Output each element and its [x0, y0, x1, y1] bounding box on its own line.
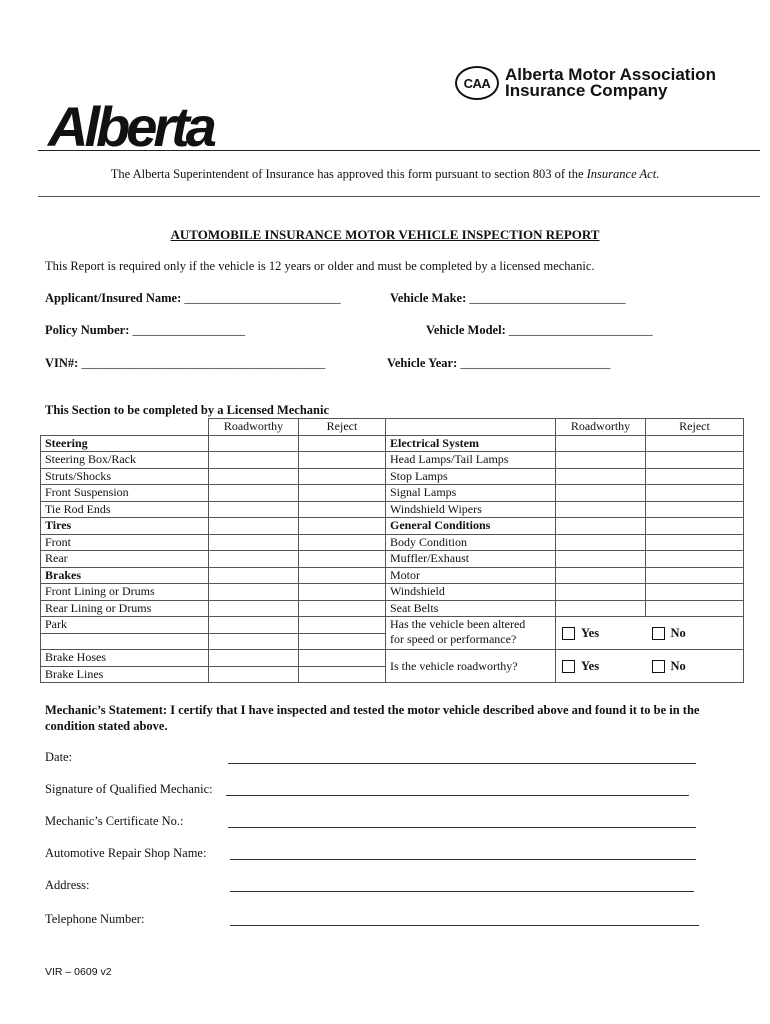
table-row: [41, 435, 744, 452]
right-roadworthy-cell[interactable]: [556, 584, 646, 601]
row-label: Steering: [45, 435, 88, 450]
table-row: [41, 617, 744, 634]
approval-notice: The Alberta Superintendent of Insurance has approved this form pursuant to section 803 of the Insurance Act.: [110, 167, 660, 181]
table-row: [41, 551, 744, 568]
right-item-label: [386, 468, 556, 485]
left-reject-cell[interactable]: [299, 501, 386, 518]
altered-question-line1: Has the vehicle been altered: [390, 617, 526, 631]
left-roadworthy-cell[interactable]: [209, 501, 299, 518]
row-label: Signal Lamps: [390, 485, 457, 499]
altered-no[interactable]: [646, 617, 744, 650]
right-item-label: [386, 518, 556, 535]
left-roadworthy-cell[interactable]: [209, 485, 299, 502]
address-field[interactable]: [230, 891, 694, 892]
left-reject-cell[interactable]: [299, 650, 386, 667]
row-label: Front Lining or Drums: [45, 584, 155, 598]
applicant-name-field[interactable]: Applicant/Insured Name: _________________________: [45, 291, 341, 305]
right-roadworthy-cell[interactable]: [556, 501, 646, 518]
right-reject-cell[interactable]: [646, 534, 744, 551]
right-item-label: [386, 485, 556, 502]
yes-checkbox-icon[interactable]: [562, 660, 575, 673]
left-roadworthy-cell: [209, 567, 299, 584]
inspection-section-title: This Section to be completed by a Licensed Mechanic: [45, 403, 330, 417]
right-item-label: [386, 501, 556, 518]
row-label: Steering Box/Rack: [45, 452, 136, 466]
left-item-label: [41, 485, 209, 502]
right-item-label: [386, 584, 556, 601]
left-roadworthy-cell[interactable]: [209, 650, 299, 667]
left-roadworthy-cell[interactable]: [209, 452, 299, 469]
col-reject-right: Reject: [646, 419, 744, 436]
table-row: [41, 501, 744, 518]
form-intro: This Report is required only if the vehicle is 12 years or older and must be completed by a licensed mechanic.: [45, 259, 595, 273]
row-label: Tie Rod Ends: [45, 501, 111, 516]
left-reject-cell: [299, 435, 386, 452]
right-reject-cell[interactable]: [646, 485, 744, 502]
col-roadworthy-left: Roadworthy: [209, 419, 299, 436]
row-label: Struts/Shocks: [45, 468, 112, 483]
right-reject-cell[interactable]: [646, 452, 744, 469]
right-roadworthy-cell[interactable]: [556, 485, 646, 502]
vehicle-model-field[interactable]: Vehicle Model: _______________________: [426, 323, 653, 337]
form-title: AUTOMOBILE INSURANCE MOTOR VEHICLE INSPECTION REPORT: [170, 227, 600, 242]
left-reject-cell[interactable]: [299, 633, 386, 650]
right-item-label: [386, 452, 556, 469]
table-row: [41, 452, 744, 469]
left-roadworthy-cell[interactable]: [209, 534, 299, 551]
right-roadworthy-cell[interactable]: [556, 452, 646, 469]
left-roadworthy-cell[interactable]: [209, 617, 299, 634]
policy-number-field[interactable]: Policy Number: __________________: [45, 323, 245, 337]
telephone-label: Telephone Number:: [45, 912, 145, 926]
left-roadworthy-cell: [209, 435, 299, 452]
right-roadworthy-cell[interactable]: [556, 551, 646, 568]
telephone-field[interactable]: [230, 925, 699, 926]
right-roadworthy-cell[interactable]: [556, 567, 646, 584]
right-roadworthy-cell[interactable]: [556, 600, 646, 617]
certificate-field[interactable]: [228, 827, 696, 828]
row-label: Brake Lines: [45, 666, 104, 681]
col-roadworthy-right: Roadworthy: [556, 419, 646, 436]
left-reject-cell[interactable]: [299, 666, 386, 683]
inspection-table: [40, 418, 744, 683]
row-label: General Conditions: [390, 518, 491, 532]
row-label: Stop Lamps: [390, 468, 448, 483]
col-reject-left: Reject: [299, 419, 386, 436]
left-item-label: [41, 551, 209, 568]
right-roadworthy-cell[interactable]: [556, 468, 646, 485]
left-reject-cell[interactable]: [299, 452, 386, 469]
signature-label: Signature of Qualified Mechanic:: [45, 782, 213, 796]
row-label: Park: [45, 617, 67, 631]
row-label: Muffler/Exhaust: [390, 551, 470, 565]
left-reject-cell[interactable]: [299, 600, 386, 617]
right-reject-cell[interactable]: [646, 600, 744, 617]
row-label: Brake Hoses: [45, 650, 106, 664]
table-row: [41, 468, 744, 485]
ama-name-line2: Insurance Company: [505, 81, 668, 100]
right-reject-cell[interactable]: [646, 551, 744, 568]
caa-logo-icon: CAA: [455, 66, 499, 100]
row-label: Front: [45, 534, 72, 549]
left-roadworthy-cell: [209, 518, 299, 535]
date-field[interactable]: [228, 763, 696, 764]
row-label: Brakes: [45, 567, 81, 582]
no-checkbox-icon[interactable]: [652, 627, 665, 640]
row-label: Rear Lining or Drums: [45, 600, 152, 615]
form-code: VIR – 0609 v2: [45, 966, 112, 978]
right-reject-cell[interactable]: [646, 584, 744, 601]
left-item-label: [41, 452, 209, 469]
left-item-label: [41, 617, 209, 634]
right-reject-cell[interactable]: [646, 468, 744, 485]
col-blank: [386, 419, 556, 436]
row-label: Is the vehicle roadworthy?: [390, 658, 518, 673]
table-row: [41, 650, 744, 667]
yes-checkbox-icon[interactable]: [562, 627, 575, 640]
no-label: No: [670, 625, 686, 640]
left-reject-cell: [299, 518, 386, 535]
alberta-wordmark: Alberta: [48, 95, 213, 158]
shop-name-field[interactable]: [230, 859, 696, 860]
date-label: Date:: [45, 750, 73, 764]
left-roadworthy-cell[interactable]: [209, 584, 299, 601]
table-row: [41, 534, 744, 551]
certificate-label: Mechanic’s Certificate No.:: [45, 814, 184, 828]
left-item-label: [41, 435, 209, 452]
vehicle-year-field[interactable]: Vehicle Year: ________________________: [387, 356, 611, 370]
table-row: [41, 567, 744, 584]
left-roadworthy-cell[interactable]: [209, 666, 299, 683]
right-roadworthy-cell[interactable]: [556, 534, 646, 551]
row-label: Windshield: [390, 584, 445, 598]
left-item-label: [41, 468, 209, 485]
right-item-label: [386, 435, 556, 452]
left-roadworthy-cell[interactable]: [209, 551, 299, 568]
table-row: [41, 518, 744, 535]
left-roadworthy-cell[interactable]: [209, 633, 299, 650]
altered-question-line2: for speed or performance?: [390, 632, 517, 646]
ama-logo: [455, 66, 716, 100]
right-item-label: [386, 567, 556, 584]
right-item-label: [386, 600, 556, 617]
row-label: Body Condition: [390, 534, 468, 549]
vehicle-make-field[interactable]: Vehicle Make: _________________________: [390, 291, 626, 305]
approval-divider: [38, 196, 760, 197]
vin-field[interactable]: VIN#: _______________________________________: [45, 356, 326, 370]
left-roadworthy-cell[interactable]: [209, 600, 299, 617]
right-roadworthy-cell: [556, 435, 646, 452]
right-reject-cell[interactable]: [646, 567, 744, 584]
address-label: Address:: [45, 878, 90, 892]
right-reject-cell: [646, 435, 744, 452]
table-row: [41, 584, 744, 601]
table-header-row: [41, 419, 744, 436]
left-item-label: [41, 666, 209, 683]
roadworthy-yes[interactable]: [556, 650, 646, 683]
left-item-label: [41, 567, 209, 584]
row-label: Tires: [45, 518, 72, 532]
left-reject-cell[interactable]: [299, 468, 386, 485]
yes-label: Yes: [581, 625, 600, 640]
row-label: Electrical System: [390, 435, 479, 450]
yes-label: Yes: [581, 658, 600, 673]
table-row: [41, 485, 744, 502]
no-label: No: [670, 658, 686, 673]
altered-yes[interactable]: [556, 617, 646, 650]
roadworthy-no[interactable]: [646, 650, 744, 683]
mechanic-statement: Mechanic’s Statement: I certify that I have inspected and tested the motor vehicle described above and found it to be in the condition stated above.: [45, 703, 700, 733]
left-item-label: [41, 633, 209, 650]
left-item-label: [41, 600, 209, 617]
table-row: [41, 600, 744, 617]
left-reject-cell[interactable]: [299, 534, 386, 551]
header-divider: [38, 150, 760, 151]
row-label: Motor: [390, 567, 420, 582]
left-item-label: [41, 584, 209, 601]
row-label: Rear: [45, 551, 68, 565]
row-label: Front Suspension: [45, 485, 129, 499]
signature-field[interactable]: [226, 795, 689, 796]
roadworthy-question: [386, 650, 556, 683]
no-checkbox-icon[interactable]: [652, 660, 665, 673]
right-item-label: [386, 534, 556, 551]
altered-question: [386, 617, 556, 650]
right-reject-cell[interactable]: [646, 501, 744, 518]
left-reject-cell[interactable]: [299, 617, 386, 634]
row-label: Seat Belts: [390, 600, 439, 615]
left-item-label: [41, 501, 209, 518]
right-reject-cell: [646, 518, 744, 535]
left-reject-cell: [299, 567, 386, 584]
row-label: Head Lamps/Tail Lamps: [390, 452, 509, 466]
left-roadworthy-cell[interactable]: [209, 468, 299, 485]
left-reject-cell[interactable]: [299, 485, 386, 502]
left-item-label: [41, 534, 209, 551]
shop-name-label: Automotive Repair Shop Name:: [45, 846, 207, 860]
row-label: Windshield Wipers: [390, 501, 482, 516]
right-roadworthy-cell: [556, 518, 646, 535]
left-item-label: [41, 518, 209, 535]
left-reject-cell[interactable]: [299, 551, 386, 568]
left-reject-cell[interactable]: [299, 584, 386, 601]
left-item-label: [41, 650, 209, 667]
ama-name-line1: Alberta Motor Association: [505, 65, 716, 84]
right-item-label: [386, 551, 556, 568]
